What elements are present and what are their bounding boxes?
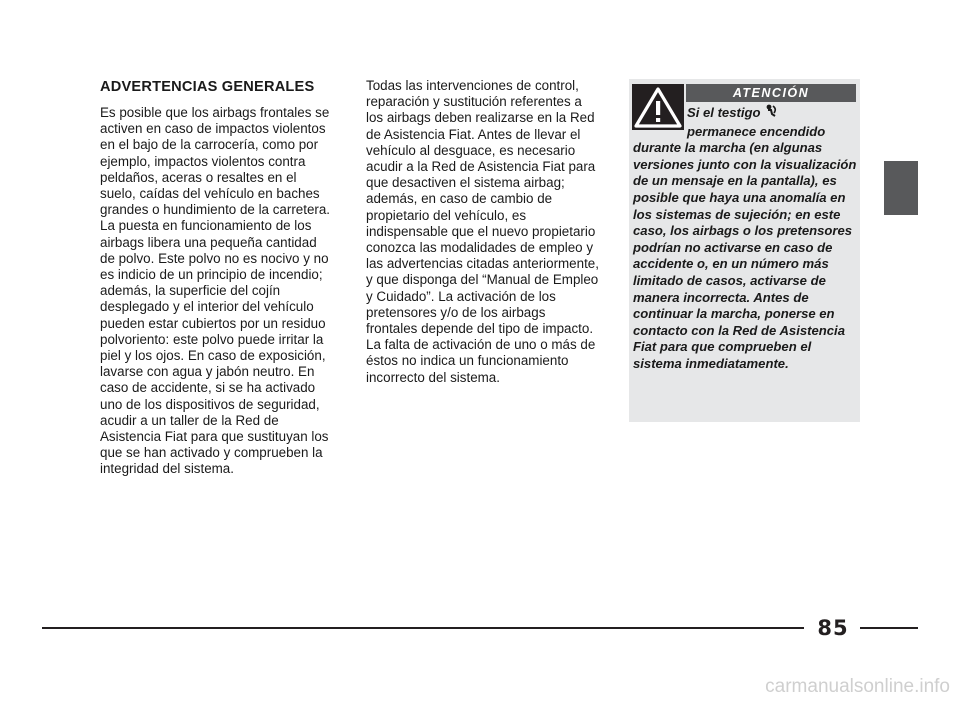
airbag-warning-lamp-icon	[764, 104, 777, 124]
watermark: carmanualsonline.info	[765, 676, 950, 697]
column-left	[100, 78, 332, 478]
column-middle	[366, 78, 600, 386]
footer-rule-left	[42, 627, 804, 629]
attention-badge: ATENCIÓN	[686, 84, 856, 102]
warning-second-line: permanece encendido	[687, 123, 826, 139]
section-heading: ADVERTENCIAS GENERALES	[100, 79, 315, 95]
page-number: 85	[817, 616, 849, 640]
warning-text	[633, 104, 858, 373]
column-left-paragraph: Es posible que los airbags frontales se activen en caso de impactos violentos en el bajo de la carrocería, como por ejemplo, impactos violentos contra peldaños, aceras o resaltes en el suelo, caídas del vehículo en baches grandes o hundimiento de la carretera. La puesta en funcionamiento de los airbags libera una pequeña cantidad de polvo. Este polvo no es nocivo y no es indicio de un principio de incendio; además, la superficie del cojín desplegado y el interior del vehículo pueden estar cubiertos por un residuo polvoriento: este polvo puede irritar la piel y los ojos. En caso de exposición, lavarse con agua y jabón neutro. En caso de accidente, si se ha activado uno de los dispositivos de seguridad, acudir a un taller de la Red de Asistencia Fiat para que sustituyan los que se han activado y comprueben la integridad del sistema.	[100, 105, 331, 477]
footer-rule-right	[860, 627, 918, 629]
warning-box	[629, 79, 860, 422]
warning-lead-line	[633, 104, 858, 124]
section-side-tab	[884, 161, 918, 215]
warning-body: durante la marcha (en algunas versiones junto con la visualización de un mensaje en la pantalla), es posible que haya una anomalía en los sistemas de sujeción; en este caso, los airbags o los pretensores podrían no activarse en caso de accidente o, en un número más limitado de casos, activarse de manera incorrecta. Antes de continuar la marcha, ponerse en contacto con la Red de Asistencia Fiat para que comprueben el sistema inmediatamente.	[633, 140, 857, 371]
warning-lead-text: Si el testigo	[687, 105, 761, 120]
column-middle-paragraph: Todas las intervenciones de control, reparación y sustitución referentes a los airbags deben realizarse en la Red de Asistencia Fiat. Antes de llevar el vehículo al desguace, es necesario acudir a la Red de Asistencia Fiat para que desactiven el sistema airbag; además, en caso de cambio de propietario del vehículo, es indispensable que el nuevo propietario conozca las modalidades de empleo y las advertencias citadas anteriormente, y que disponga del “Manual de Empleo y Cuidado”. La activación de los pretensores y/o de los airbags frontales depende del tipo de impacto. La falta de activación de uno o más de éstos no indica un funcionamiento incorrecto del sistema.	[366, 78, 599, 385]
